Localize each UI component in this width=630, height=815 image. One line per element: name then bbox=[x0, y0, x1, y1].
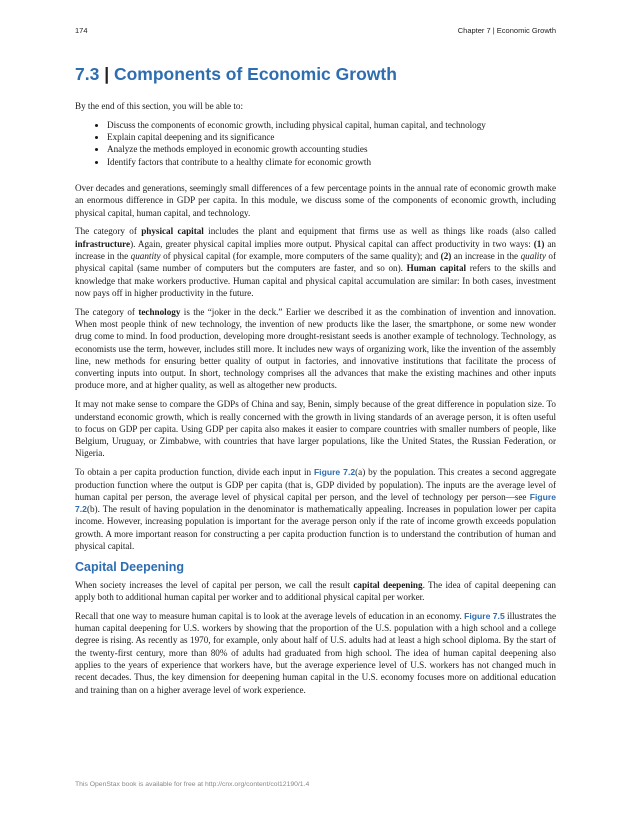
term-physical-capital: physical capital bbox=[141, 226, 204, 237]
objectives-intro: By the end of this section, you will be able to: bbox=[75, 101, 244, 111]
paragraph-technology: The category of technology is the “joker in the deck.” Earlier we described it as the combination of invention and innovation. When most people think of new technology, the invention of new products like the laser, the smartphone, or some new wonder drug come to mind. In food production, developing more drought-resistant seeds is another example of technology. Technology, as economists use the term, however, includes still more. It includes new ways of organizing work, like the invention of the assembly line, new methods for ensuring better quality of output in factories, and innovative institutions that facilitate the process of converting inputs into output. In short, technology comprises all the advances that make the existing machines and other inputs produce more, and at higher quality, as well as altogether new products. bbox=[75, 306, 556, 391]
figure-link[interactable]: Figure 7.5 bbox=[464, 610, 505, 621]
page-footer: This OpenStax book is available for free at http://cnx.org/content/col12190/1.4 bbox=[75, 781, 310, 788]
objective-item: • Explain capital deepening and its significance bbox=[107, 131, 556, 143]
subsection-heading: Capital Deepening bbox=[75, 559, 185, 574]
page-header bbox=[75, 26, 556, 38]
title-separator: | bbox=[104, 64, 110, 84]
paragraph-growth-overview: Over decades and generations, seemingly small differences of a few percentage points in the annual rate of economic growth make an enormous difference in GDP per capita. In this module, we discuss some of the components of economic growth, including physical capital, human capital, and technology. bbox=[75, 182, 556, 218]
learning-objectives bbox=[75, 119, 556, 168]
figure-link[interactable]: Figure 7.2 bbox=[75, 491, 556, 515]
objective-item: • Identify factors that contribute to a healthy climate for economic growth bbox=[107, 156, 556, 168]
section-title bbox=[75, 64, 397, 85]
paragraph-production-function: To obtain a per capita production function, divide each input in Figure 7.2(a) by the population. This creates a second aggregate production function where the output is GDP per capita (that is, GDP divided by population). The inputs are the average level of human capital per person, the average level of physical capital per person, and the level of technology per person—see Figure 7.2(b). The result of having population in the denominator is mathematically appealing. Increases in population lower per capita income. However, increasing population is important for the average person only if the rate of income growth exceeds population growth. A more important reason for constructing a per capita production function is to understand the contribution of human and physical capital. bbox=[75, 467, 557, 551]
paragraph-physical-capital: The category of physical capital includes the plant and equipment that firms use as well as things like roads (also called infrastructure). Again, greater physical capital implies more output. Physical capital can affect productivity in two ways: (1) an increase in the quantity of physical capital (for example, more computers of the same quality); and (2) an increase in the quality of physical capital (same number of computers but the computers are faster, and so on). Human capital refers to the skills and knowledge that make workers productive. Human capital and physical capital accumulation are similar: In both cases, investment now pays off in higher productivity in the future. bbox=[75, 226, 557, 298]
section-number: 7.3 bbox=[75, 64, 100, 84]
figure-link[interactable]: Figure 7.2 bbox=[313, 467, 356, 478]
paragraph-gdp-per-capita: It may not make sense to compare the GDPs of China and say, Benin, simply because of the great difference in population size. To understand economic growth, which is really concerned with the growth in living standards of an average person, it is often useful to focus on GDP per capita. Using GDP per capita also makes it easier to compare countries with smaller numbers of people, like Belgium, Uruguay, or Zimbabwe, with countries that have larger populations, like the United States, the Russian Federation, or Nigeria. bbox=[75, 399, 556, 459]
section-title-text: Components of Economic Growth bbox=[113, 64, 397, 84]
paragraph-capital-deepening: When society increases the level of capital per person, we call the result capital deepening. The idea of capital deepening can apply both to additional human capital per worker and to additional physical capital per worker. bbox=[75, 579, 556, 603]
paragraph-human-capital-deepening: Recall that one way to measure human capital is to look at the average levels of education in an economy. Figure 7.5 illustrates the human capital deepening for U.S. workers by showing that the proportion of the U.S. population with a high school and a college degree is rising. As recently as 1970, for example, only about half of U.S. adults had at least a high school diploma. By the start of the twenty-first century, more than 80% of adults had graduated from high school. The idea of human capital deepening also applies to the years of experience that workers have, but the average experience level of U.S. workers has not changed much in recent decades. Thus, the key dimension for deepening human capital in the U.S. economy focuses more on additional education and training than on a higher average level of work experience. bbox=[75, 610, 556, 695]
page-number: 174 bbox=[75, 26, 88, 35]
objective-item: • Analyze the methods employed in economic growth accounting studies bbox=[107, 143, 556, 155]
term-human-capital: Human capital bbox=[406, 263, 467, 274]
term-infrastructure: infrastructure bbox=[75, 238, 131, 249]
objective-item: • Discuss the components of economic growth, including physical capital, human capital, and technology bbox=[107, 119, 556, 131]
chapter-title: Chapter 7 | Economic Growth bbox=[457, 26, 556, 35]
section-body bbox=[75, 100, 556, 702]
term-technology: technology bbox=[138, 306, 181, 317]
term-capital-deepening: capital deepening bbox=[353, 579, 423, 590]
